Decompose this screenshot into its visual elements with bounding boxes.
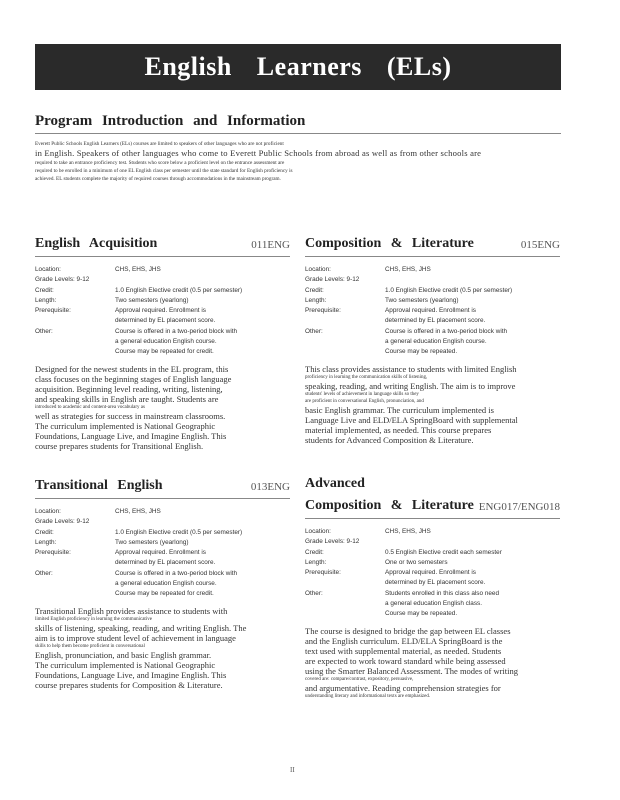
description-line: The course is designed to bridge the gap between EL classes [305,625,511,636]
description-line: text used with supplemental material, as needed. Students [305,645,502,656]
course-title: Composition & Literature [305,236,474,251]
info-value: CHS, EHS, JHS [385,528,431,535]
info-label: Grade Levels: 9-12 [305,538,360,546]
info-label: Grade Levels: 9-12 [35,518,90,526]
description-line: acquisition. Beginning level reading, writing, listening, [35,383,223,394]
info-row [305,568,560,589]
description-line: course prepares students for Transitional English. [35,440,204,451]
info-value [115,275,290,285]
course-title: Transitional English [35,478,163,493]
intro-text [35,140,560,183]
description-line: using the Smarter Balanced Assessment. The modes of writing [305,665,519,676]
course-description [305,364,560,445]
intro-line: in English. Speakers of other languages who come to Everett Public Schools from abroad as well as from other schools are [35,148,482,158]
course-english-acquisition [35,232,290,451]
info-value: Two semesters (yearlong) [115,538,189,546]
info-row [305,306,560,327]
info-label: Prerequisite: [35,549,71,557]
course-description [305,626,560,700]
info-label: Other: [35,569,53,577]
course-composition-literature [305,232,560,445]
info-row [35,296,290,306]
course-divider [305,518,560,519]
intro-line: required to be enrolled in a minimum of one EL English class per semester until the state standard for English proficiency is [35,168,293,174]
description-line: course prepares students for Composition & Literature. [35,679,223,690]
info-label: Prerequisite: [305,569,341,577]
info-row [35,275,290,285]
description-line: limited English proficiency in learning the communicative [35,616,152,622]
info-label: Credit: [35,286,54,294]
course-code: ENG017/ENG018 [478,501,560,513]
description-line: material implemented, as needed. This course prepares [305,424,492,435]
course-info [305,527,560,620]
description-line: covered are: compare/contrast, expository, persuasive, [305,676,414,682]
info-row [35,286,290,296]
info-label: Length: [35,538,57,546]
info-label: Credit: [305,548,324,556]
course-divider [305,256,560,257]
info-value: Two semesters (yearlong) [115,296,189,304]
info-label: Credit: [305,286,324,294]
course-description [35,364,290,451]
info-row [305,296,560,306]
page-number: II [290,766,295,774]
info-row [35,327,290,358]
info-value [385,275,560,285]
description-line: The curriculum implemented is National Geographic [35,420,216,431]
info-value: Approval required. Enrollment is determined by EL placement score. [115,307,216,325]
info-row [35,517,290,527]
intro-line: Everett Public Schools English Learners (ELs) courses are limited to speakers of other languages who are not proficient [35,141,284,147]
description-line: students' levels of achievement in language skills so they [305,391,419,397]
info-label: Location: [305,266,331,273]
description-line: are proficient in conversational English, pronunciation, and [305,398,424,404]
course-code: 011ENG [251,239,290,251]
description-line: Designed for the newest students in the EL program, this [35,363,229,374]
info-value [115,517,290,527]
page-title: English Learners (ELs) [144,52,452,81]
info-row [35,528,290,538]
info-label: Prerequisite: [305,307,341,315]
intro-line: required to take an entrance proficiency test. Students who score below a proficient level on the entrance assessment are [35,160,285,166]
intro-heading: Program Introduction and Information [35,113,306,129]
info-label: Other: [305,589,323,597]
description-line: and argumentative. Reading comprehension strategies for [305,682,501,693]
course-info [35,507,290,600]
info-label: Other: [35,327,53,335]
info-row [305,275,560,285]
info-value: Course is offered in a two-period block with a general education English course. Course may be repeated for credit. [115,327,238,356]
course-divider [35,498,290,499]
description-line: students for Advanced Composition & Literature. [305,434,474,445]
course-code: 015ENG [520,239,560,251]
description-line: proficiency in learning the communication skills of listening, [305,374,428,380]
course-title-line1: Advanced [305,476,365,491]
info-value: 1.0 English Elective credit (0.5 per semester) [115,528,243,536]
info-value: CHS, EHS, JHS [115,266,161,273]
description-line: skills to help them become proficient in conversational [35,643,145,649]
info-row [35,548,290,569]
description-line: The curriculum implemented is National Geographic [35,659,216,670]
description-line: basic English grammar. The curriculum implemented is [305,404,494,415]
info-label: Location: [35,266,61,273]
description-line: introduced to academic and content-area vocabulary as [35,404,145,410]
info-row [35,306,290,327]
info-row [35,569,290,600]
intro-line: achieved. EL students complete the majority of required courses through accommodations in the mainstream program. [35,176,281,182]
description-line: class focuses on the beginning stages of English language [35,373,232,384]
description-line: aim is to improve student level of achievement in language [35,632,236,643]
description-line: Foundations, Language Live, and Imagine English. This [35,430,227,441]
course-advanced-composition-literature [305,474,560,700]
info-label: Grade Levels: 9-12 [305,276,360,284]
info-value: One or two semesters [385,558,448,566]
info-value: Approval required. Enrollment is determined by EL placement score. [385,569,486,587]
description-line: Transitional English provides assistance to students with [35,605,228,616]
info-label: Length: [35,296,57,304]
description-line: and speaking skills in English are taught. Students are [35,393,219,404]
description-line: English, pronunciation, and basic English grammar. [35,649,212,660]
info-value: 1.0 English Elective credit (0.5 per semester) [115,286,243,294]
info-value [385,537,560,547]
course-divider [35,256,290,257]
info-label: Length: [305,296,327,304]
description-line: skills of listening, speaking, reading, and writing English. The [35,622,247,633]
info-row [35,265,290,275]
description-line: speaking, reading, and writing English. The aim is to improve [305,380,516,391]
info-row [305,548,560,558]
course-title: English Acquisition [35,236,158,251]
course-info [35,265,290,358]
course-transitional-english [35,474,290,690]
info-value: Course is offered in a two-period block with a general education English course. Course may be repeated for credit. [115,569,238,598]
info-value: Approval required. Enrollment is determined by EL placement score. [385,307,486,325]
info-value: Course is offered in a two-period block with a general education English course. Course may be repeated. [385,327,508,356]
description-line: Foundations, Language Live, and Imagine English. This [35,669,227,680]
course-title-line2: Composition & Literature [305,498,474,513]
info-row [305,286,560,296]
info-label: Other: [305,327,323,335]
info-value: Approval required. Enrollment is determined by EL placement score. [115,549,216,567]
info-row [35,507,290,517]
intro-divider [35,133,561,134]
info-value: Two semesters (yearlong) [385,296,459,304]
course-description [35,606,290,690]
info-label: Prerequisite: [35,307,71,315]
info-value: 1.0 English Elective credit (0.5 per semester) [385,286,513,294]
info-value: 0.5 English Elective credit each semester [385,548,502,556]
course-code: 013ENG [250,481,290,493]
description-line: This class provides assistance to students with limited English [305,363,517,374]
info-value: Students enrolled in this class also need a general education English class. Course may be repeated. [385,589,500,618]
info-row [305,327,560,358]
page-banner [35,44,561,90]
description-line: are expected to work toward standard while being assessed [305,655,506,666]
info-row [305,265,560,275]
info-row [35,538,290,548]
info-label: Location: [305,528,331,535]
description-line: understanding literary and informational texts are emphasized. [305,693,431,699]
description-line: well as strategies for success in mainstream classrooms. [35,410,226,421]
info-row [305,537,560,547]
info-row [305,527,560,537]
info-label: Grade Levels: 9-12 [35,276,90,284]
info-value: CHS, EHS, JHS [115,508,161,515]
info-label: Location: [35,508,61,515]
info-row [305,558,560,568]
info-label: Credit: [35,528,54,536]
description-line: and the English curriculum. ELD/ELA SpringBoard is the [305,635,503,646]
info-value: CHS, EHS, JHS [385,266,431,273]
info-row [305,589,560,620]
description-line: Language Live and ELD/ELA SpringBoard with supplemental [305,414,518,425]
course-info [305,265,560,358]
info-label: Length: [305,558,327,566]
